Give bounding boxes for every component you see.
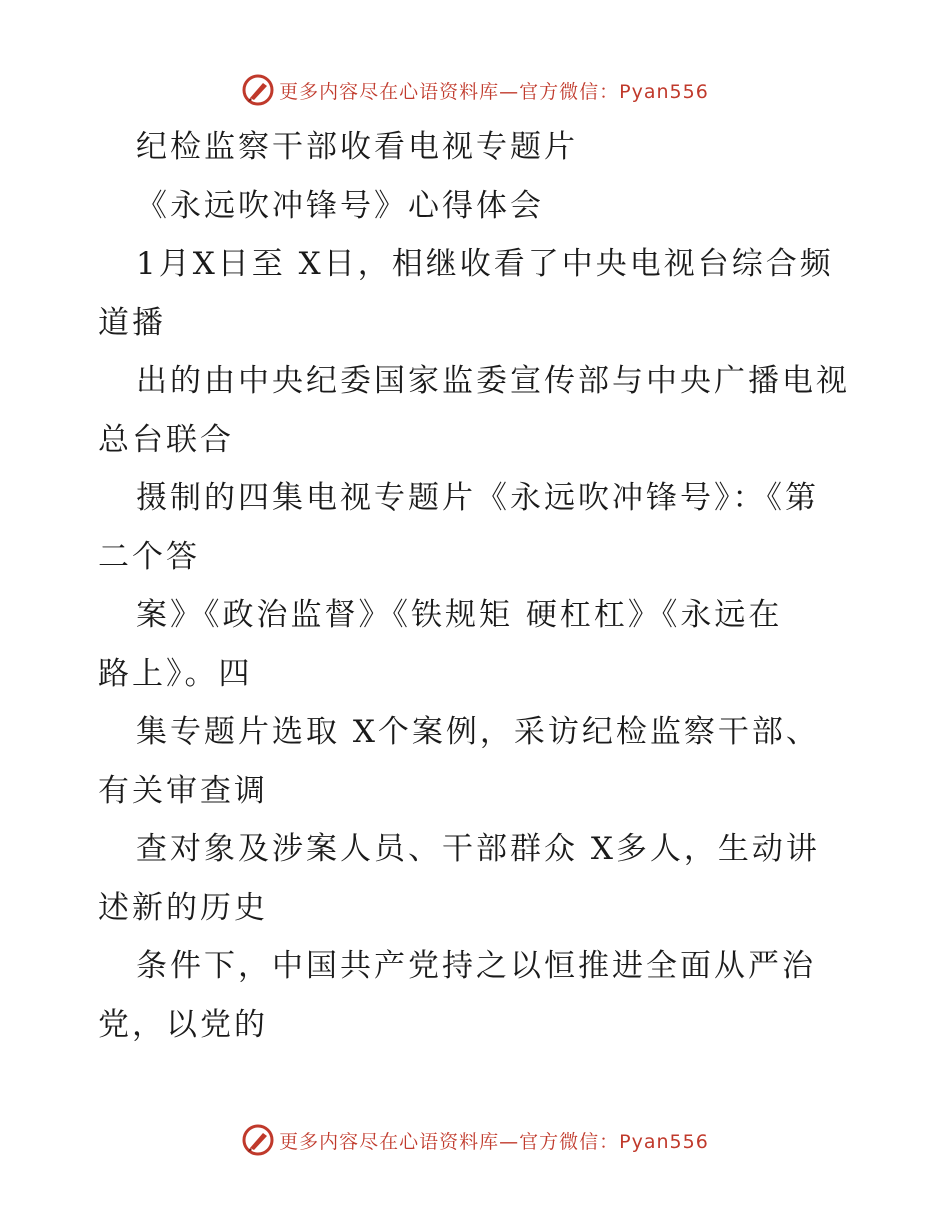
pen-logo-icon — [241, 73, 275, 107]
text-line: 总台联合 — [98, 421, 234, 458]
header-watermark — [0, 70, 950, 110]
watermark-text: 更多内容尽在心语资料库—官方微信：Pyan556 — [279, 1130, 709, 1153]
text-line: 有关审查调 — [98, 772, 268, 809]
text-line: 《永远吹冲锋号》心得体会 — [136, 187, 544, 224]
text-line: 出的由中央纪委国家监委宣传部与中央广播电视 — [136, 363, 850, 399]
text-line: 道播 — [98, 304, 166, 341]
document-body — [98, 118, 858, 1054]
text-line: 案》《政治监督》《铁规矩 硬杠杠》《永远在 — [136, 597, 783, 633]
text-line: 二个答 — [98, 538, 200, 575]
footer-watermark — [0, 1120, 950, 1160]
text-line: 1月X日至 X日，相继收看了中央电视台综合频 — [136, 246, 834, 282]
text-line: 条件下，中国共产党持之以恒推进全面从严治 — [136, 948, 816, 984]
text-line: 查对象及涉案人员、干部群众 X多人，生动讲 — [136, 831, 820, 867]
text-line: 路上》。四 — [98, 655, 253, 692]
text-line: 纪检监察干部收看电视专题片 — [136, 129, 578, 165]
text-line: 集专题片选取 X个案例，采访纪检监察干部、 — [136, 714, 820, 750]
text-line: 述新的历史 — [98, 889, 268, 926]
watermark-text: 更多内容尽在心语资料库—官方微信：Pyan556 — [279, 80, 709, 103]
text-line: 摄制的四集电视专题片《永远吹冲锋号》：《第 — [136, 480, 819, 516]
pen-logo-icon — [241, 1123, 275, 1157]
text-line: 党，以党的 — [98, 1006, 268, 1043]
